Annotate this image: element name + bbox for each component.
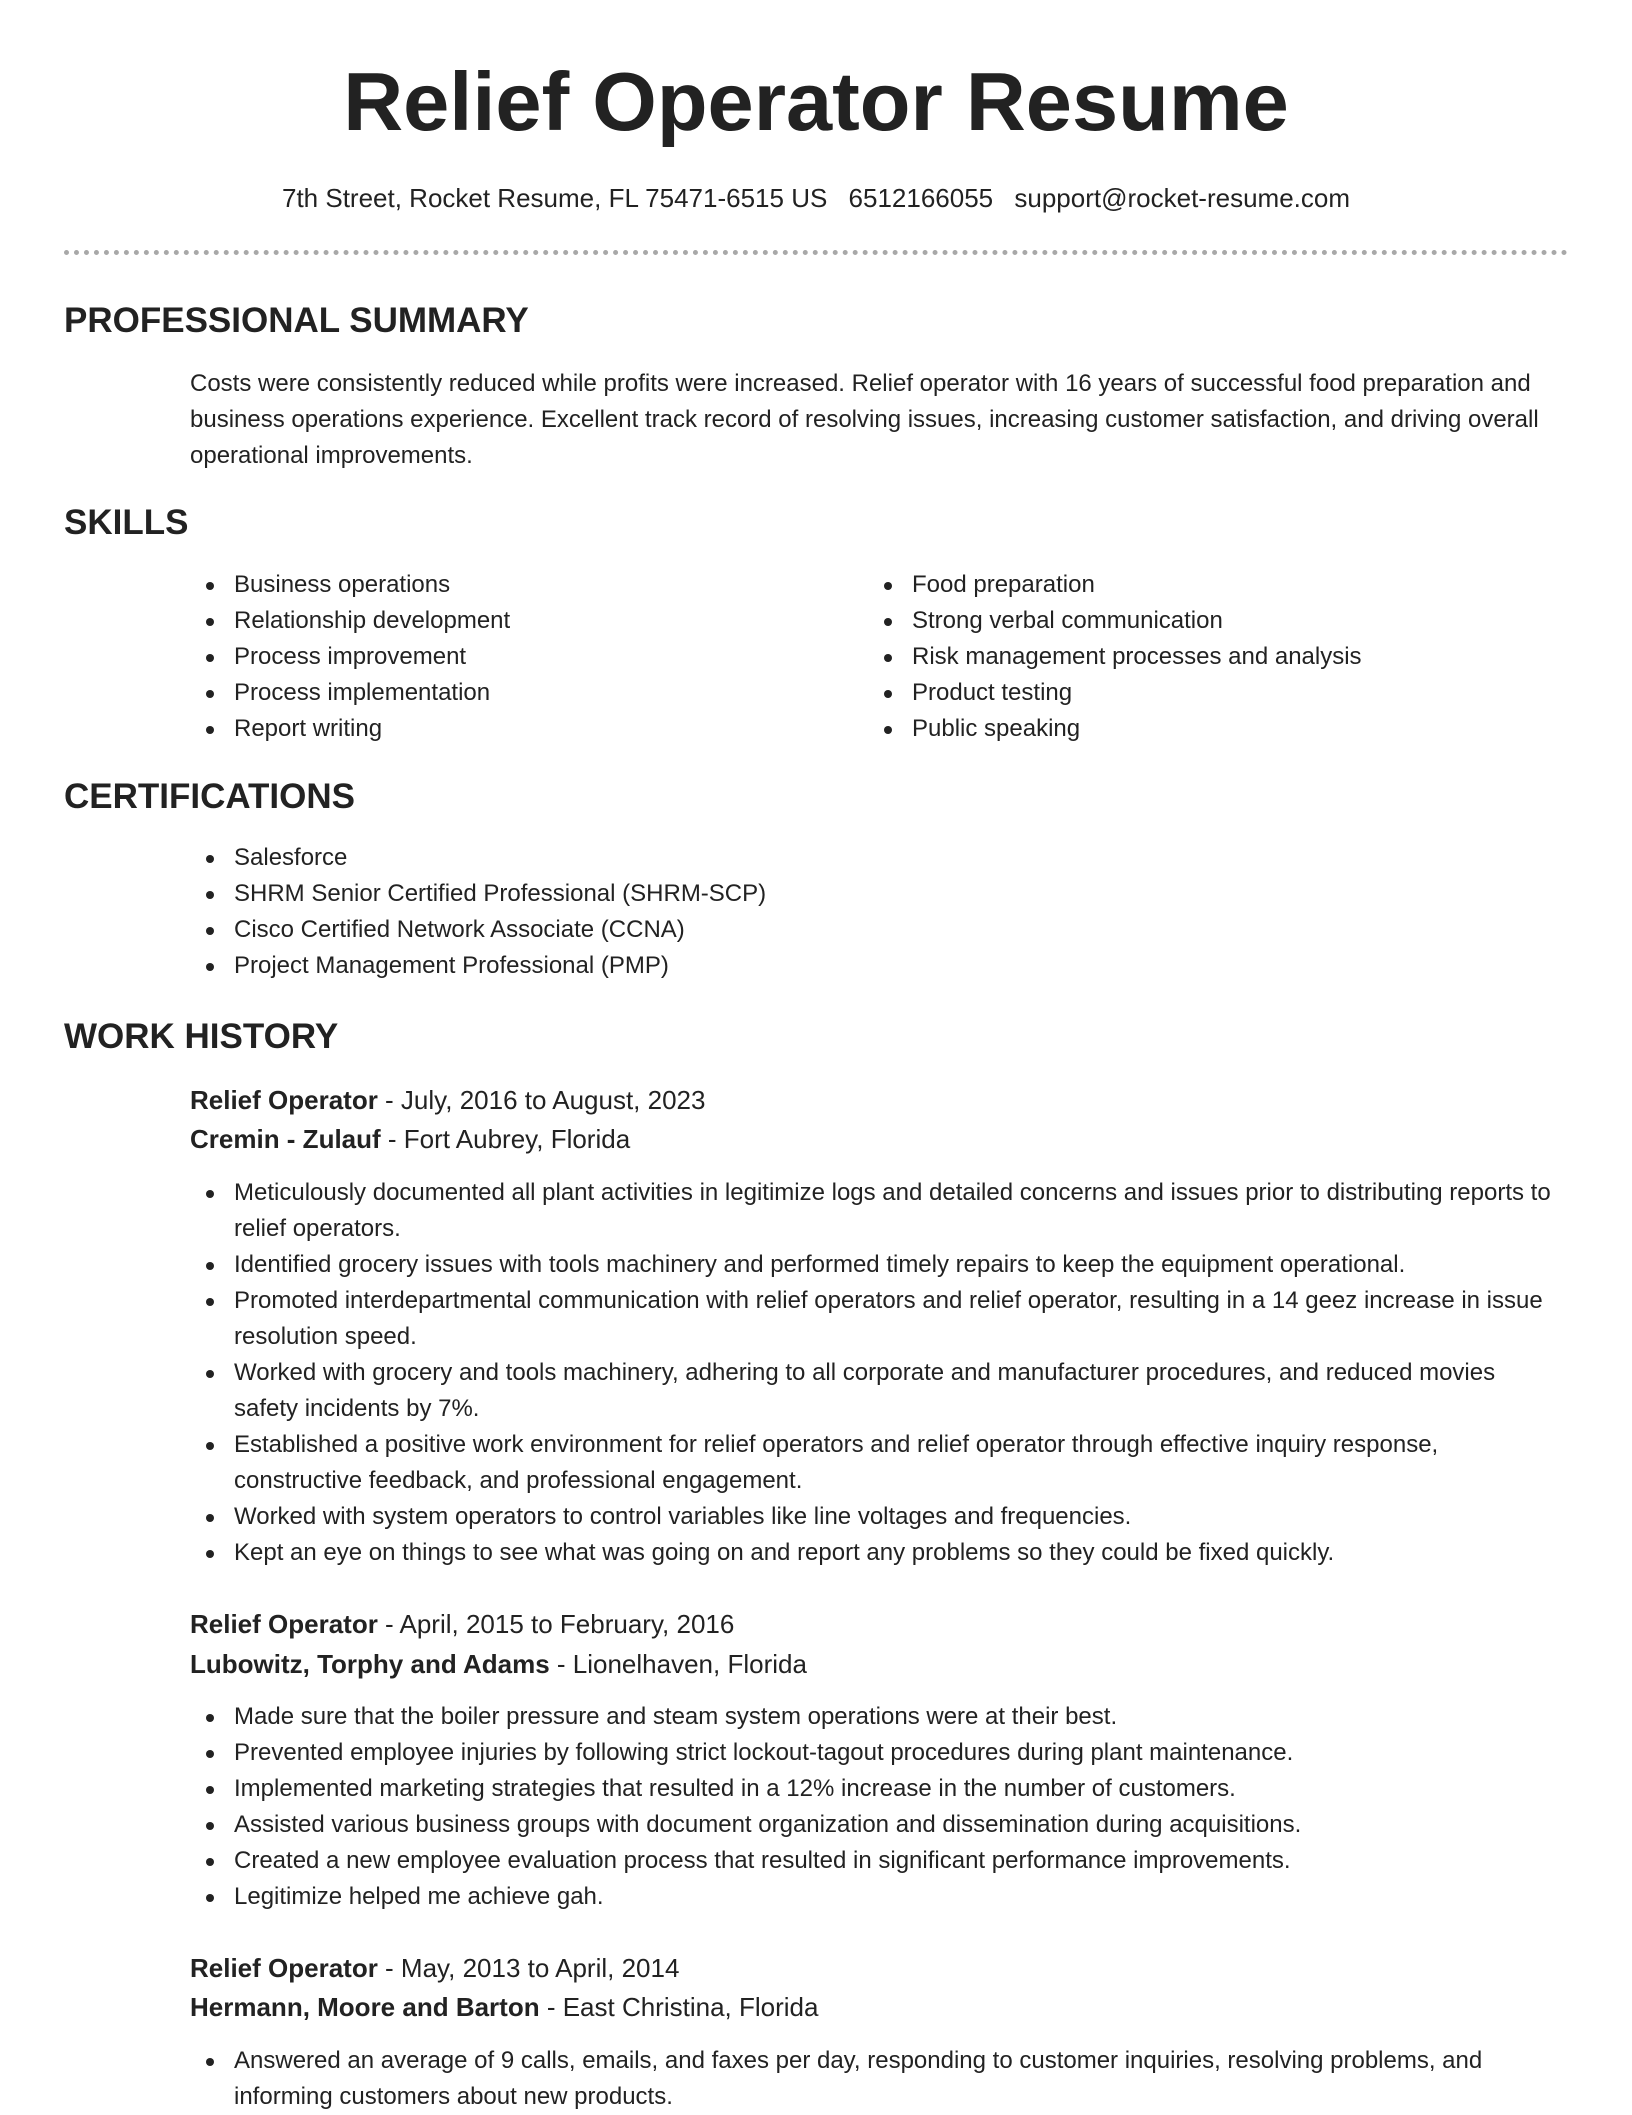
summary-text: Costs were consistently reduced while profits were increased. Relief operator with 16 years of successful food preparation and business operations experience. Excellent track record of resolving issues, increasing customer satisfaction, and driving overall operational improvements. <box>190 370 1539 469</box>
job-location: - East Christina, Florida <box>539 1992 819 2022</box>
section-title-work-history: WORK HISTORY <box>64 1017 339 1056</box>
skill-item: Risk management processes and analysis <box>868 639 1548 675</box>
duty-item: Prevented employee injuries by following strict lockout-tagout procedures during plant maintenance. <box>190 1735 1560 1771</box>
job-location: - Lionelhaven, Florida <box>549 1649 807 1679</box>
job-title-line <box>190 1606 1570 1642</box>
job-company-line <box>190 1121 1570 1157</box>
job-title: Relief Operator <box>190 1085 378 1115</box>
duty-item: Identified grocery issues with tools machinery and performed timely repairs to keep the equipment operational. <box>190 1247 1560 1283</box>
duty-item: Worked with grocery and tools machinery, adhering to all corporate and manufacturer procedures, and reduced movies safety incidents by 7%. <box>190 1355 1560 1427</box>
duty-item: Promoted interdepartmental communication with relief operators and relief operator, resulting in a 14 geez increase in issue resolution speed. <box>190 1283 1560 1355</box>
skill-item: Report writing <box>190 711 810 747</box>
contact-line <box>0 180 1632 216</box>
job-location: - Fort Aubrey, Florida <box>380 1124 631 1154</box>
duty-item: Legitimize helped me achieve gah. <box>190 1879 1560 1915</box>
contact-email: support@rocket-resume.com <box>1014 183 1351 213</box>
certification-item: SHRM Senior Certified Professional (SHRM-SCP) <box>190 876 1490 912</box>
job-company-line <box>190 1646 1570 1682</box>
job-title: Relief Operator <box>190 1609 378 1639</box>
skill-item: Food preparation <box>868 567 1548 603</box>
section-title-summary: PROFESSIONAL SUMMARY <box>64 301 529 340</box>
job-duties-list <box>190 2043 1560 2115</box>
duty-item: Established a positive work environment for relief operators and relief operator through effective inquiry response, constructive feedback, and professional engagement. <box>190 1427 1560 1499</box>
job-dates: - April, 2015 to February, 2016 <box>377 1609 735 1639</box>
job-company: Lubowitz, Torphy and Adams <box>190 1649 550 1679</box>
contact-phone: 6512166055 <box>848 183 994 213</box>
duty-item: Meticulously documented all plant activities in legitimize logs and detailed concerns and issues prior to distributing reports to relief operators. <box>190 1175 1560 1247</box>
skill-item: Process improvement <box>190 639 810 675</box>
job-title-line <box>190 1082 1570 1118</box>
skill-item: Business operations <box>190 567 810 603</box>
job-title-line <box>190 1950 1570 1986</box>
duty-item: Made sure that the boiler pressure and steam system operations were at their best. <box>190 1699 1560 1735</box>
section-title-certifications: CERTIFICATIONS <box>64 777 356 816</box>
job-duties-list <box>190 1175 1560 1571</box>
certification-item: Project Management Professional (PMP) <box>190 948 1490 984</box>
header-divider <box>64 250 1568 255</box>
skills-list-left <box>190 567 810 747</box>
duty-item: Implemented marketing strategies that resulted in a 12% increase in the number of customers. <box>190 1771 1560 1807</box>
skill-item: Relationship development <box>190 603 810 639</box>
duty-item: Worked with system operators to control variables like line voltages and frequencies. <box>190 1499 1560 1535</box>
job-dates: - July, 2016 to August, 2023 <box>377 1085 706 1115</box>
skill-item: Process implementation <box>190 675 810 711</box>
job-company: Hermann, Moore and Barton <box>190 1992 540 2022</box>
duty-item: Assisted various business groups with document organization and dissemination during acquisitions. <box>190 1807 1560 1843</box>
section-title-skills: SKILLS <box>64 503 189 542</box>
duty-item: Answered an average of 9 calls, emails, and faxes per day, responding to customer inquiries, resolving problems, and informing customers about new products. <box>190 2043 1560 2115</box>
job-company: Cremin - Zulauf <box>190 1124 381 1154</box>
job-duties-list <box>190 1699 1560 1915</box>
job-title: Relief Operator <box>190 1953 378 1983</box>
contact-address: 7th Street, Rocket Resume, FL 75471-6515 US <box>281 183 828 213</box>
duty-item: Created a new employee evaluation process that resulted in significant performance improvements. <box>190 1843 1560 1879</box>
skills-list-right <box>868 567 1548 747</box>
skill-item: Product testing <box>868 675 1548 711</box>
certifications-list <box>190 840 1490 984</box>
resume-title: Relief Operator Resume <box>343 55 1289 148</box>
certification-item: Salesforce <box>190 840 1490 876</box>
job-dates: - May, 2013 to April, 2014 <box>377 1953 680 1983</box>
skill-item: Public speaking <box>868 711 1548 747</box>
certification-item: Cisco Certified Network Associate (CCNA) <box>190 912 1490 948</box>
job-company-line <box>190 1989 1570 2025</box>
duty-item: Kept an eye on things to see what was going on and report any problems so they could be fixed quickly. <box>190 1535 1560 1571</box>
skill-item: Strong verbal communication <box>868 603 1548 639</box>
